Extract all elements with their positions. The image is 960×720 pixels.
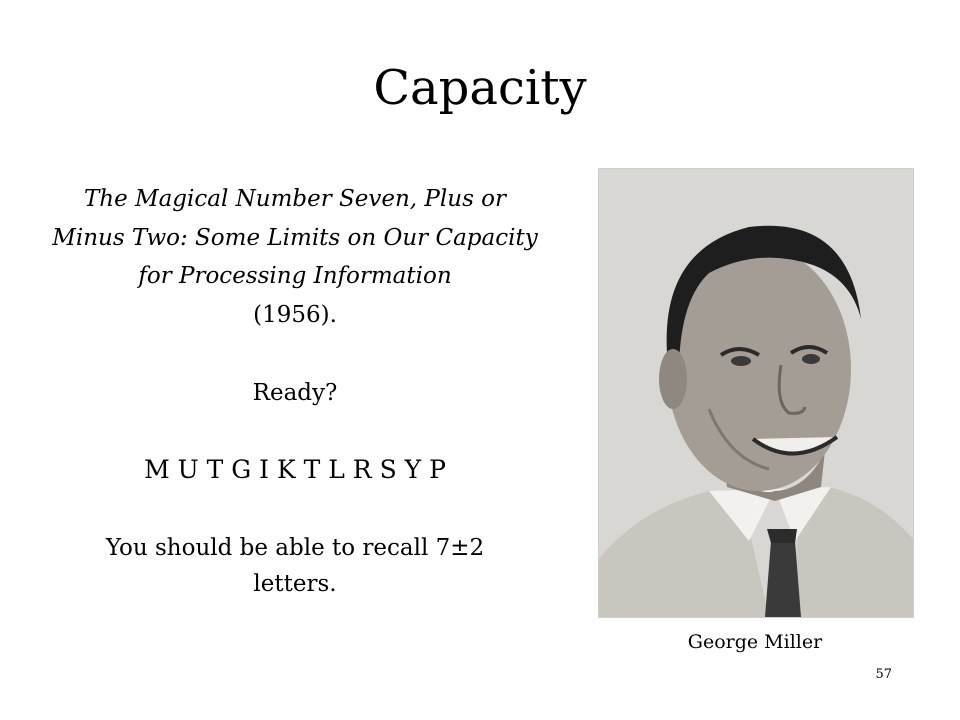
citation	[48, 180, 542, 334]
slide-title: Capacity	[373, 60, 587, 116]
photo-caption: George Miller	[687, 631, 823, 653]
portrait-illustration	[599, 169, 913, 617]
page-number: 57	[875, 667, 892, 682]
citation-work-title: The Magical Number Seven, Plus or Minus Two: Some Limits on Our Capacity for Processing Information	[52, 186, 538, 289]
portrait-photo	[598, 168, 914, 618]
citation-year: (1956).	[253, 301, 337, 328]
letter-sequence: M U T G I K T L R S Y P	[144, 455, 446, 484]
recall-instruction: You should be able to recall 7±2 letters.	[105, 535, 485, 597]
ready-prompt: Ready?	[252, 380, 338, 406]
